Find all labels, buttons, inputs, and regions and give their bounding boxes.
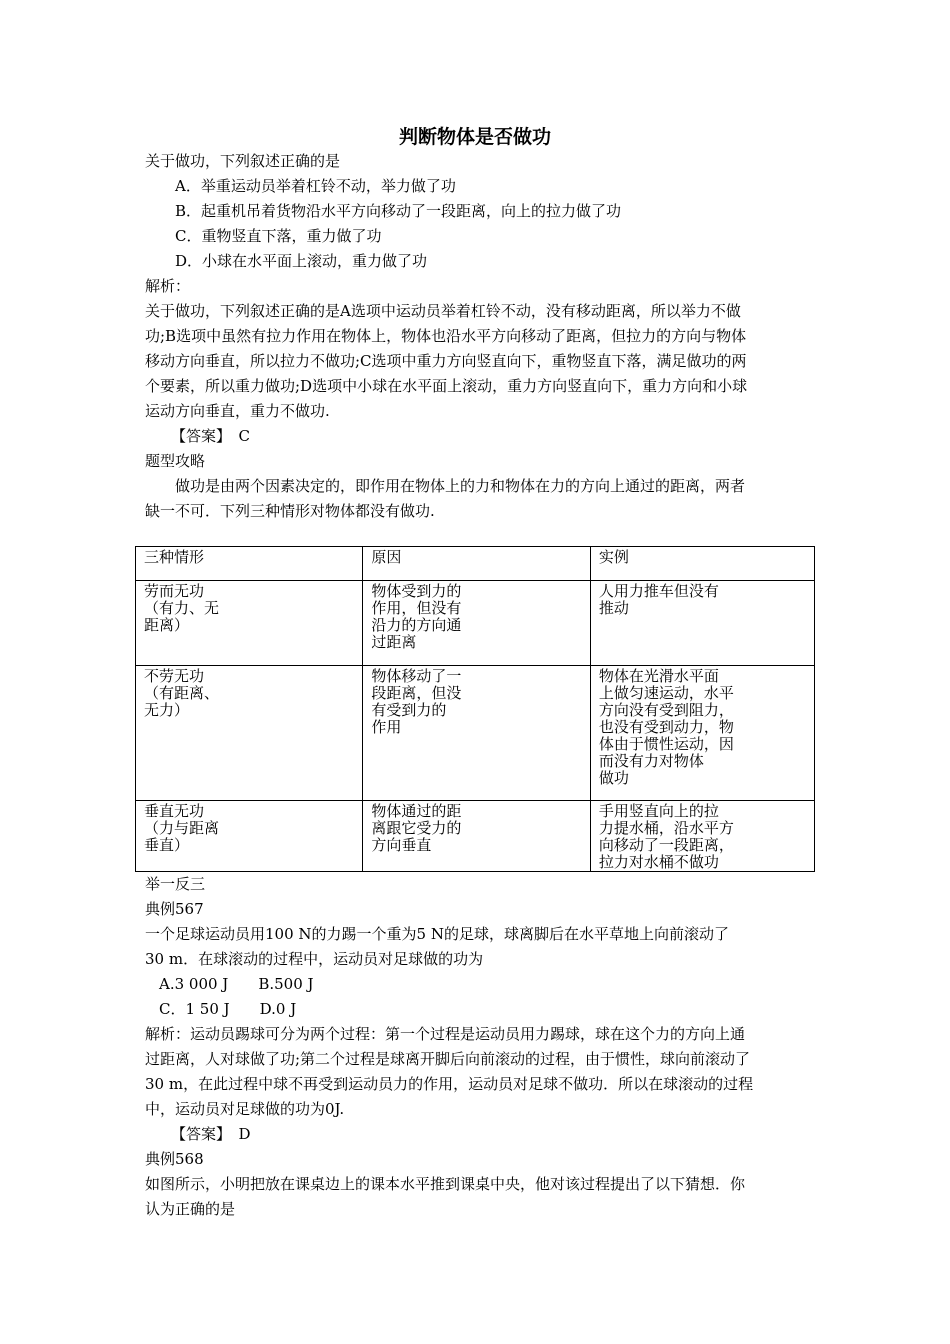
option-d: D．小球在水平面上滚动，重力做了功: [175, 252, 428, 270]
cell-line: 推动: [598, 599, 629, 617]
cell-line: 而没有力对物体: [598, 752, 704, 770]
table-header-row: [136, 547, 815, 581]
example-stem-line: 如图所示，小明把放在课桌边上的课本水平推到课桌中央，他对该过程提出了以下猜想．你: [145, 1175, 746, 1193]
analysis-label: 解析：: [145, 277, 191, 295]
cell-line: 向移动了一段距离，: [598, 836, 734, 854]
cell-line: 无力）: [144, 701, 190, 719]
table-cell: [136, 801, 363, 872]
analysis-line: 运动方向垂直，重力不做功.: [145, 402, 330, 420]
analysis-line: 关于做功，下列叙述正确的是A选项中运动员举着杠铃不动，没有移动距离，所以举力不做: [145, 302, 741, 320]
option-b: B．起重机吊着货物沿水平方向移动了一段距离，向上的拉力做了功: [175, 202, 622, 220]
table-row: [136, 666, 815, 801]
cell-line: （力与距离: [144, 819, 220, 837]
example-analysis-line: 过距离，人对球做了功;第二个过程是球离开脚后向前滚动的过程，由于惯性，球向前滚动了: [145, 1050, 751, 1068]
cell-line: 作用: [371, 718, 402, 736]
example-stem-line: 认为正确的是: [145, 1200, 236, 1218]
practice-heading: 举一反三: [145, 875, 206, 893]
cell-line: 垂直）: [144, 836, 190, 854]
strategy-line: 做功是由两个因素决定的，即作用在物体上的力和物体在力的方向上通过的距离，两者: [175, 477, 746, 495]
table-cell: [136, 666, 363, 801]
cell-line: 也没有受到动力，物: [598, 718, 734, 736]
cell-line: 方向没有受到阻力，: [598, 701, 734, 719]
option-a: A．举重运动员举着杠铃不动，举力做了功: [175, 177, 456, 195]
cell-line: 沿力的方向通: [371, 616, 462, 634]
example-analysis-line: 中，运动员对足球做的功为0J.: [145, 1100, 345, 1118]
example-analysis-line: 30 m，在此过程中球不再受到运动员力的作用，运动员对足球不做功．所以在球滚动的过程: [145, 1075, 754, 1093]
cell-line: 物体在光滑水平面: [598, 667, 719, 685]
table-cell: [363, 666, 591, 801]
three-cases-table: [135, 546, 815, 872]
table-cell: [590, 581, 814, 666]
question-1: [145, 149, 810, 524]
table-cell: [136, 581, 363, 666]
example-options-line: C．1 50 J D.0 J: [159, 1000, 297, 1018]
cell-line: 离跟它受力的: [371, 819, 462, 837]
table-cell: [590, 801, 814, 872]
cell-line: 方向垂直: [371, 836, 432, 854]
table-cell: [590, 666, 814, 801]
example-stem-line: 30 m．在球滚动的过程中，运动员对足球做的功为: [145, 950, 484, 968]
header-text: 原因: [371, 548, 402, 566]
cell-line: 拉力对水桶不做功: [598, 853, 719, 871]
table-row: [136, 801, 815, 872]
header-text: 三种情形: [144, 548, 205, 566]
analysis-line: 移动方向垂直，所以拉力不做功;C选项中重力方向竖直向下，重物竖直下落，满足做功的两: [145, 352, 747, 370]
cell-line: 上做匀速运动，水平: [598, 684, 734, 702]
cell-line: 物体移动了一: [371, 667, 462, 685]
cell-line: 有受到力的: [371, 701, 447, 719]
cell-line: 作用，但没有: [371, 599, 462, 617]
analysis-line: 功;B选项中虽然有拉力作用在物体上，物体也沿水平方向移动了距离，但拉力的方向与物体: [145, 327, 747, 345]
analysis-line: 个要素，所以重力做功;D选项中小球在水平面上滚动，重力方向竖直向下，重力方向和小球: [145, 377, 748, 395]
cell-line: 垂直无功: [144, 802, 205, 820]
cell-line: 不劳无功: [144, 667, 205, 685]
example-568-label: 典例568: [145, 1150, 204, 1168]
example-567-label: 典例567: [145, 900, 204, 918]
table-header-cell: [363, 547, 591, 581]
header-text: 实例: [598, 548, 629, 566]
example-analysis-line: 解析：运动员踢球可分为两个过程：第一个过程是运动员用力踢球，球在这个力的方向上通: [145, 1025, 746, 1043]
example-options-line: A.3 000 J B.500 J: [159, 975, 314, 993]
option-c: C．重物竖直下落，重力做了功: [175, 227, 382, 245]
cell-line: 做功: [598, 769, 629, 787]
table-cell: [363, 581, 591, 666]
cell-line: 力提水桶，沿水平方: [598, 819, 734, 837]
strategy-line: 缺一不可．下列三种情形对物体都没有做功.: [145, 502, 435, 520]
table-header-cell: [590, 547, 814, 581]
cell-line: 距离）: [144, 616, 190, 634]
cell-line: 物体通过的距: [371, 802, 462, 820]
strategy-heading: 题型攻略: [145, 452, 206, 470]
table-header-cell: [136, 547, 363, 581]
page-title: 判断物体是否做功: [398, 126, 551, 148]
example-stem-line: 一个足球运动员用100 N的力踢一个重为5 N的足球，球离脚后在水平草地上向前滚动了: [145, 925, 729, 943]
cell-line: （有力、无: [144, 599, 220, 617]
cell-line: 体由于惯性运动，因: [598, 735, 734, 753]
question-stem: 关于做功，下列叙述正确的是: [145, 152, 341, 170]
table-row: [136, 581, 815, 666]
cell-line: 手用竖直向上的拉: [598, 802, 719, 820]
table-cell: [363, 801, 591, 872]
practice-section: [145, 872, 810, 1222]
example-answer: 【答案】 D: [171, 1125, 251, 1143]
cell-line: 物体受到力的: [371, 582, 462, 600]
cell-line: 过距离: [371, 633, 417, 651]
cell-line: （有距离、: [144, 684, 220, 702]
cell-line: 劳而无功: [144, 582, 205, 600]
cell-line: 人用力推车但没有: [598, 582, 719, 600]
cell-line: 段距离，但没: [371, 684, 462, 702]
answer: 【答案】 C: [171, 427, 250, 445]
